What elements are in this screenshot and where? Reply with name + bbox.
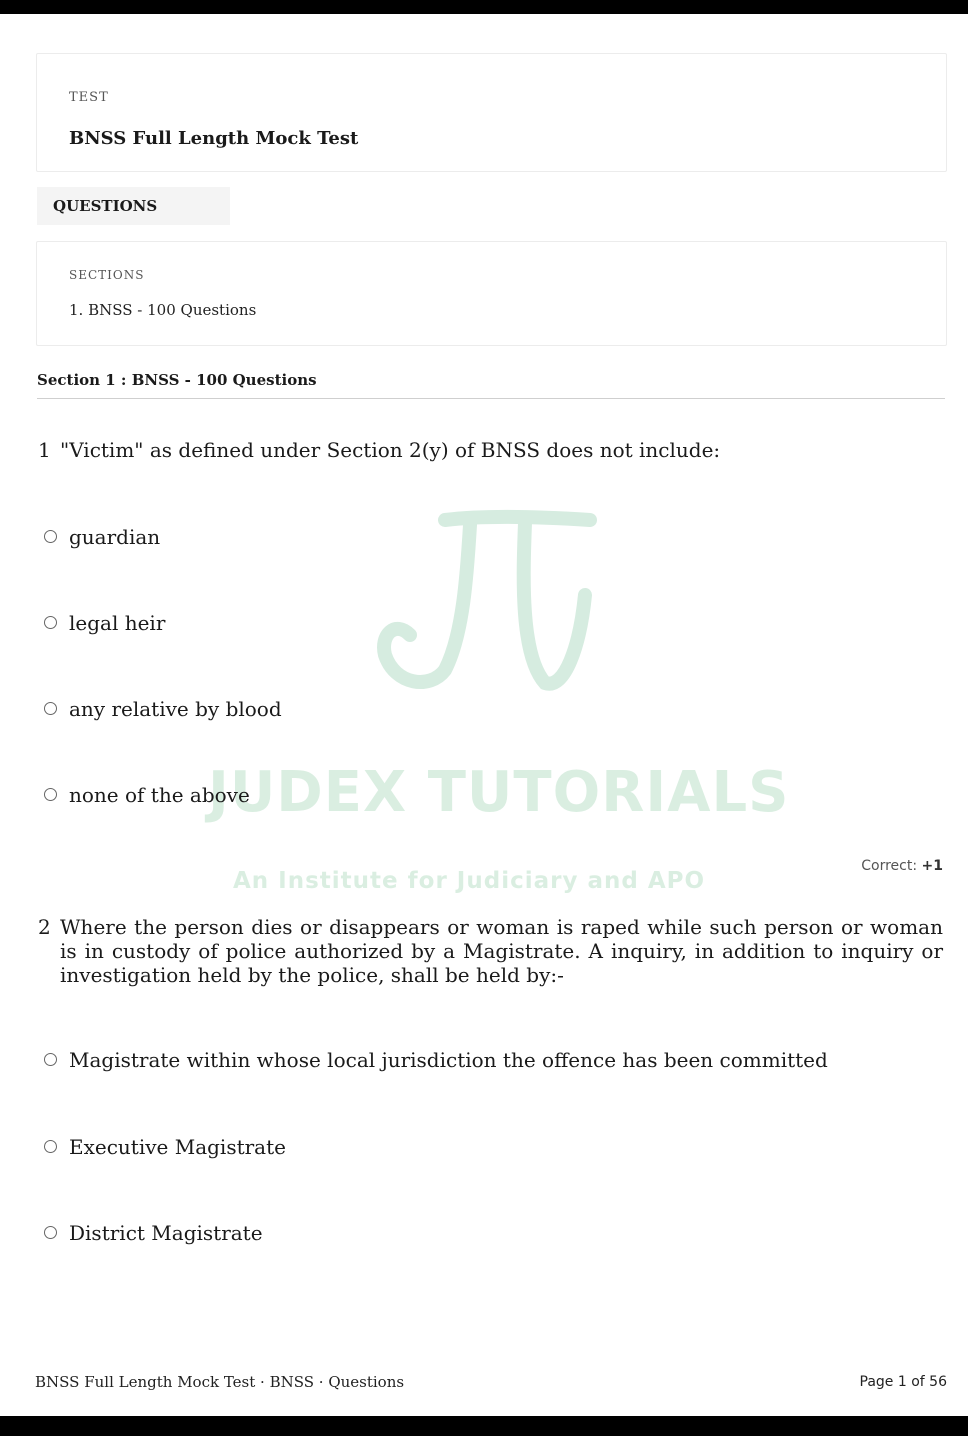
section-link[interactable]: 1. BNSS - 100 Questions (69, 301, 257, 319)
radio-button-icon[interactable] (44, 1226, 57, 1239)
section-heading: Section 1 : BNSS - 100 Questions (37, 371, 317, 389)
radio-button-icon[interactable] (44, 1140, 57, 1153)
footer-breadcrumb: BNSS Full Length Mock Test · BNSS · Questions (35, 1373, 405, 1391)
tab-questions[interactable]: QUESTIONS (37, 187, 230, 225)
question-text: "Victim" as defined under Section 2(y) of BNSS does not include: (60, 438, 721, 462)
test-title: BNSS Full Length Mock Test (69, 128, 359, 149)
radio-button-icon[interactable] (44, 530, 57, 543)
option-local-magistrate[interactable] (44, 1047, 828, 1073)
bottom-bar (0, 1416, 968, 1436)
watermark-brand: JUDEX TUTORIALS (208, 760, 790, 825)
top-bar (0, 0, 968, 14)
question-text: Where the person dies or disappears or woman is raped while such person or woman is in custody of police authorized by a Magistrate. A inquiry, in addition to inquiry or investigation held by the police, shall be held by:- (60, 915, 943, 987)
option-label: guardian (69, 525, 161, 549)
judex-logo-watermark (375, 505, 600, 695)
radio-button-icon[interactable] (44, 788, 57, 801)
option-executive-magistrate[interactable] (44, 1134, 286, 1160)
correct-marks (861, 858, 943, 874)
option-guardian[interactable] (44, 524, 160, 550)
radio-button-icon[interactable] (44, 1053, 57, 1066)
correct-value: +1 (921, 858, 943, 874)
option-label: Magistrate within whose local jurisdiction the offence has been committed (69, 1048, 828, 1072)
watermark-tagline: An Institute for Judiciary and APO (233, 868, 706, 894)
question-1 (38, 438, 948, 464)
option-label: none of the above (69, 783, 250, 807)
sections-label: SECTIONS (69, 268, 145, 282)
page-number: Page 1 of 56 (859, 1374, 947, 1390)
question-number: 1 (38, 438, 51, 462)
radio-button-icon[interactable] (44, 702, 57, 715)
radio-button-icon[interactable] (44, 616, 57, 629)
test-card (36, 53, 947, 172)
option-district-magistrate[interactable] (44, 1220, 263, 1246)
option-none-of-above[interactable] (44, 782, 250, 808)
correct-label: Correct: (861, 858, 918, 874)
option-label: Executive Magistrate (69, 1135, 286, 1159)
question-2 (38, 915, 944, 989)
section-divider (37, 398, 945, 399)
option-legal-heir[interactable] (44, 610, 165, 636)
option-label: legal heir (69, 611, 166, 635)
option-label: any relative by blood (69, 697, 282, 721)
option-any-relative[interactable] (44, 696, 282, 722)
question-number: 2 (38, 915, 51, 939)
test-label: TEST (69, 90, 109, 105)
option-label: District Magistrate (69, 1221, 263, 1245)
sections-card (36, 241, 947, 346)
